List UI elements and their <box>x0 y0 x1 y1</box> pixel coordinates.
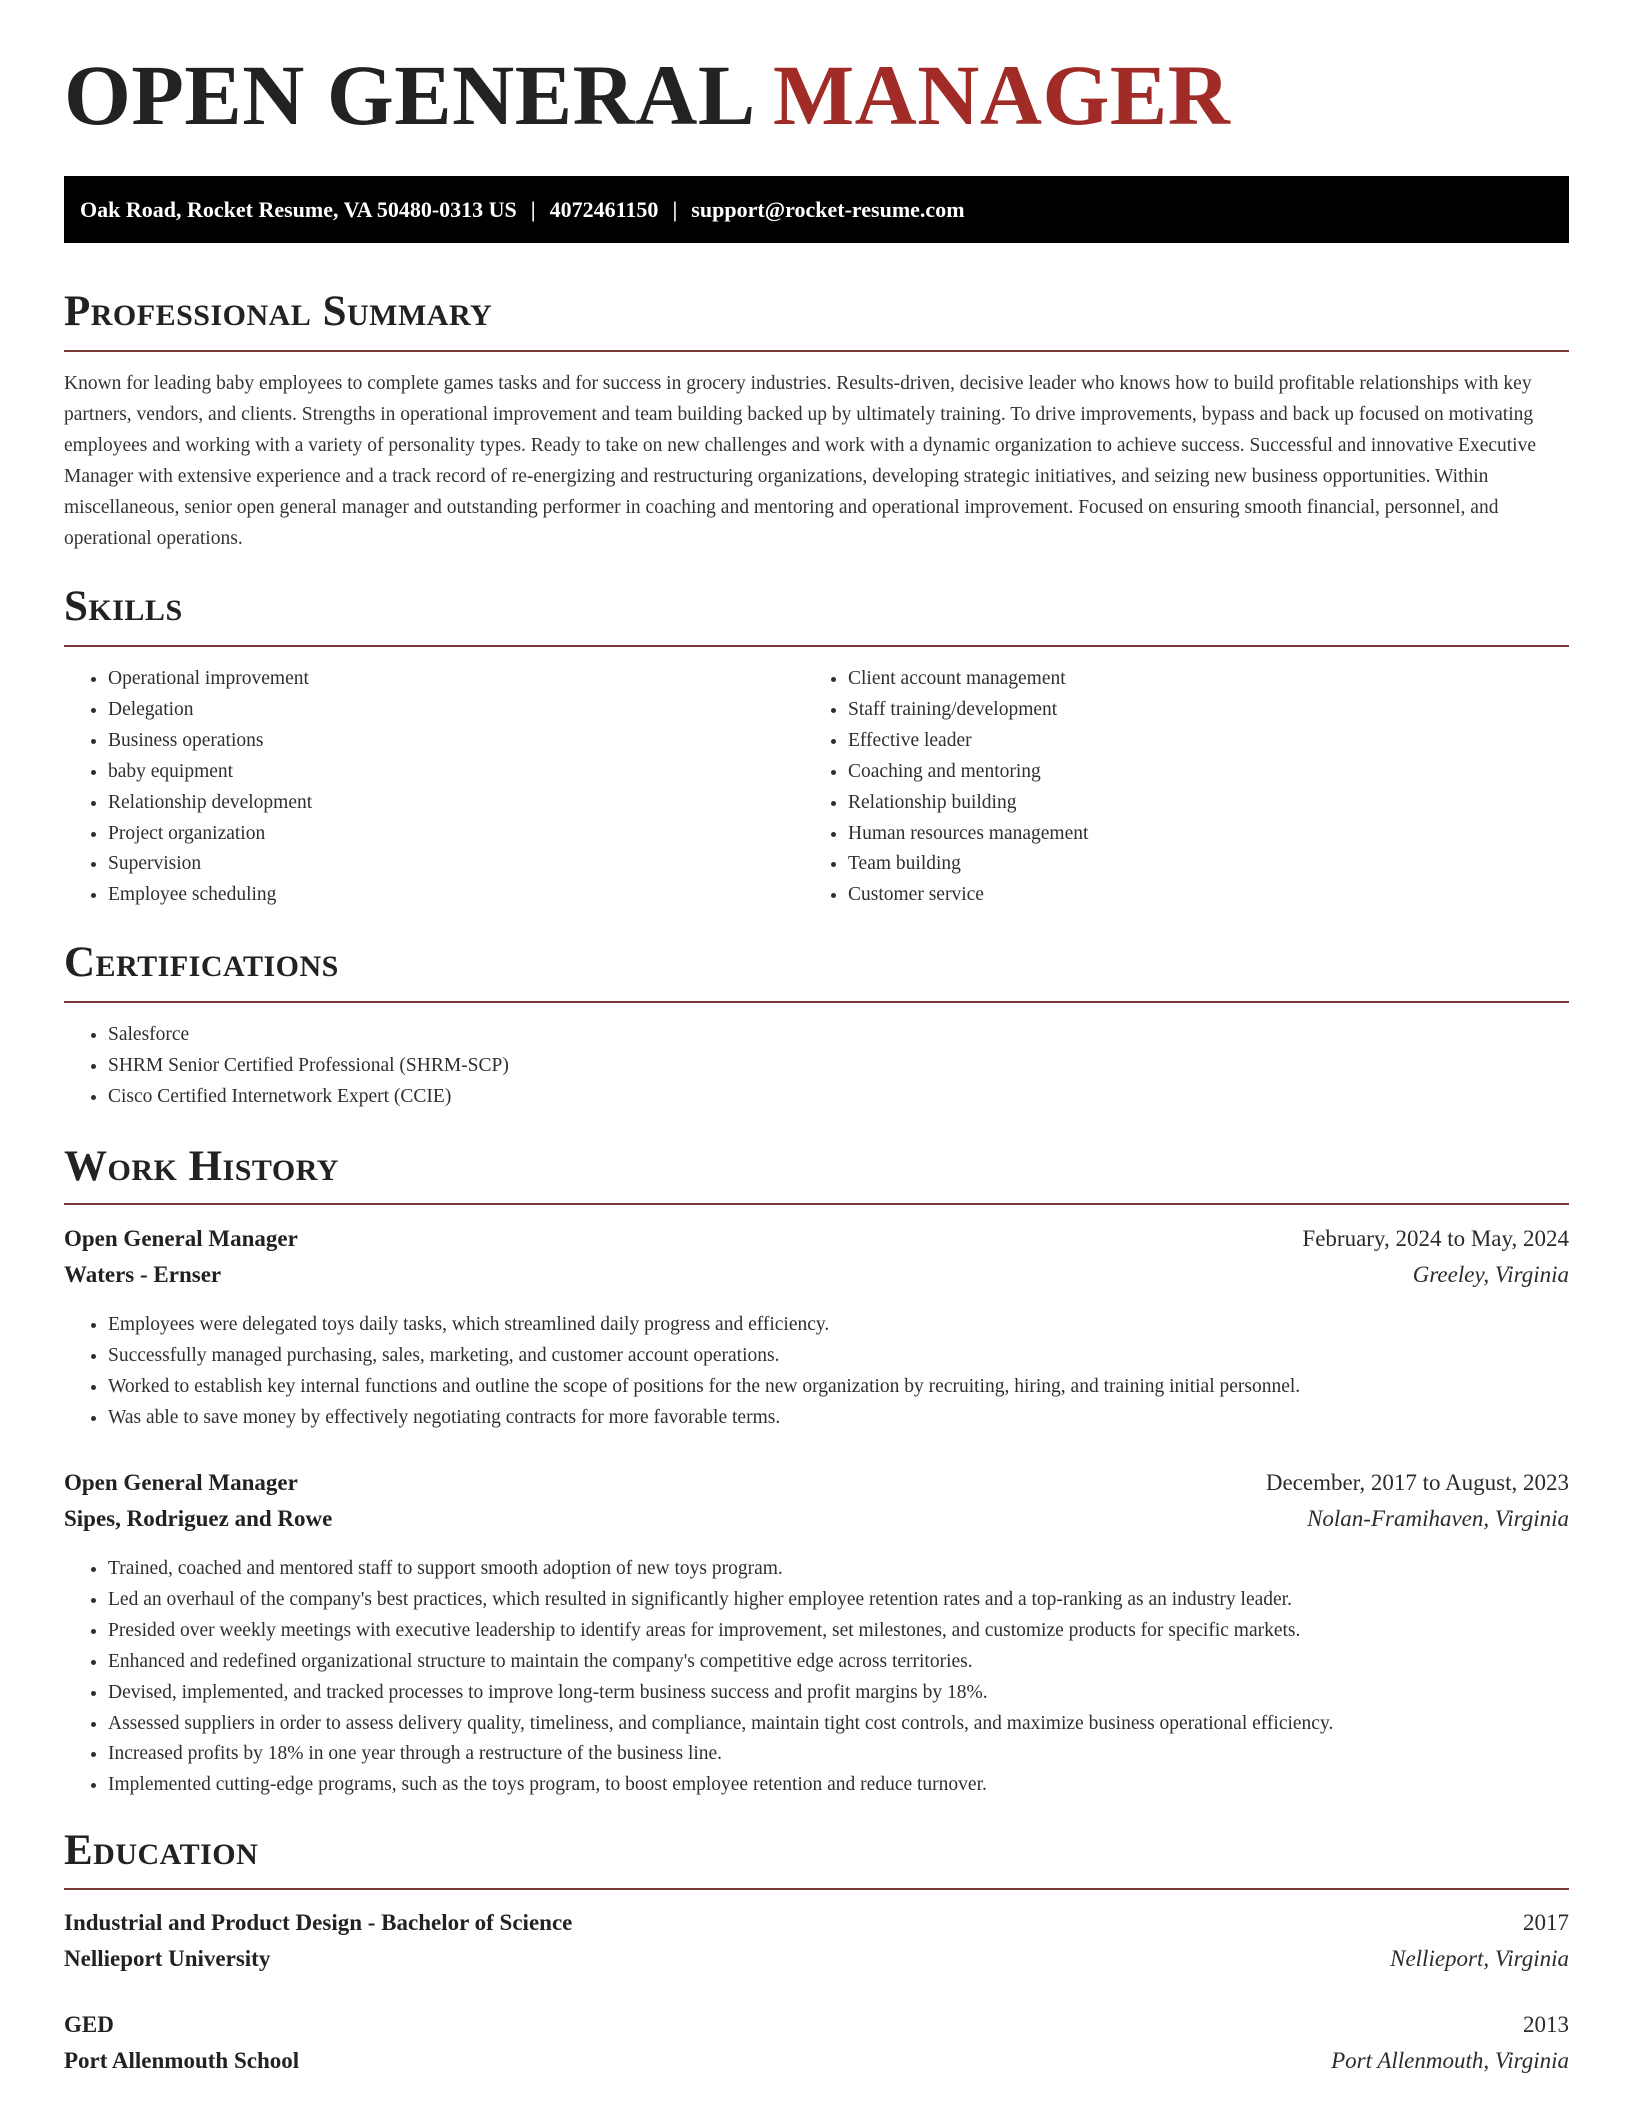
job-bullets <box>64 1310 1300 1434</box>
job-bullet: • Worked to establish key internal functions and outline the scope of positions for the new organization by recruiting, hiring, and training initial personnel. <box>108 1372 1300 1403</box>
work-divider <box>64 1203 1569 1205</box>
job-role: Open General Manager <box>64 1470 298 1495</box>
skill-item: • Customer service <box>848 880 1088 911</box>
contact-separator: | <box>530 196 536 222</box>
skills-divider <box>64 645 1569 647</box>
job-bullet: • Presided over weekly meetings with executive leadership to identify areas for improvement, set milestones, and customize products for specific markets. <box>108 1616 1333 1647</box>
skill-item: • Effective leader <box>848 726 1088 757</box>
skill-item: • Team building <box>848 849 1088 880</box>
skills-list-right <box>804 664 1088 911</box>
job-bullet: • Enhanced and redefined organizational structure to maintain the company's competitive edge across territories. <box>108 1647 1333 1678</box>
certification-item: • Cisco Certified Internetwork Expert (CCIE) <box>108 1082 509 1113</box>
job-bullet: • Led an overhaul of the company's best practices, which resulted in significantly higher employee retention rates and a top-ranking as an industry leader. <box>108 1585 1333 1616</box>
skill-item: • Project organization <box>108 819 312 850</box>
skills-list-left <box>64 664 312 911</box>
job-company: Sipes, Rodriguez and Rowe <box>64 1506 333 1531</box>
summary-text: Known for leading baby employees to complete games tasks and for success in grocery industries. Results-driven, decisive leader who knows how to build profitable relationships with key partners, vendors, and clients. Strengths in operational improvement and team building backed up by ultimately training. To drive improvements, bypass and back up focused on motivating employees and working with a variety of personality types. Ready to take on new challenges and work with a dynamic organization to achieve success. Successful and innovative Executive Manager with extensive experience and a track record of re-energizing and restructuring organizations, developing strategic initiatives, and seizing new business opportunities. Within miscellaneous, senior open general manager and outstanding performer in coaching and mentoring and operational improvement. Focused on ensuring smooth financial, personnel, and operational operations. <box>64 373 1536 549</box>
skill-item: • Delegation <box>108 695 312 726</box>
job-location: Nolan-Framihaven, Virginia <box>1307 1506 1569 1531</box>
skill-item: • Operational improvement <box>108 664 312 695</box>
education-year: 2013 <box>1523 2012 1569 2037</box>
certification-item: • Salesforce <box>108 1020 509 1051</box>
certification-item: • SHRM Senior Certified Professional (SHRM-SCP) <box>108 1051 509 1082</box>
name-first: OPEN GENERAL <box>64 47 751 143</box>
contact-address: Oak Road, Rocket Resume, VA 50480-0313 US <box>80 196 517 222</box>
job-bullets <box>64 1554 1333 1801</box>
job-bullet: • Was able to save money by effectively negotiating contracts for more favorable terms. <box>108 1403 1300 1434</box>
certifications-heading: Certifications <box>64 939 339 986</box>
job-dates: December, 2017 to August, 2023 <box>1265 1470 1569 1495</box>
skill-item: • baby equipment <box>108 757 312 788</box>
skill-item: • Human resources management <box>848 819 1088 850</box>
job-location: Greeley, Virginia <box>1412 1262 1569 1287</box>
education-school: Port Allenmouth School <box>64 2048 300 2073</box>
skill-item: • Business operations <box>108 726 312 757</box>
job-company: Waters - Ernser <box>64 1262 222 1287</box>
contact-email[interactable]: support@rocket-resume.com <box>691 196 965 222</box>
education-divider <box>64 1888 1569 1890</box>
skill-item: • Relationship building <box>848 788 1088 819</box>
name-accent: MANAGER <box>772 47 1231 143</box>
resume-name <box>64 47 1231 143</box>
job-bullet: • Increased profits by 18% in one year through a restructure of the business line. <box>108 1739 1333 1770</box>
education-location: Port Allenmouth, Virginia <box>1331 2048 1569 2073</box>
education-school: Nellieport University <box>64 1946 271 1971</box>
skills-heading: Skills <box>64 583 183 630</box>
education-degree: Industrial and Product Design - Bachelor of Science <box>64 1910 573 1935</box>
job-dates: February, 2024 to May, 2024 <box>1302 1226 1569 1251</box>
skill-item: • Supervision <box>108 849 312 880</box>
skill-item: • Relationship development <box>108 788 312 819</box>
job-bullet: • Employees were delegated toys daily tasks, which streamlined daily progress and efficiency. <box>108 1310 1300 1341</box>
skill-item: • Staff training/development <box>848 695 1088 726</box>
certifications-list <box>64 1020 509 1113</box>
certifications-divider <box>64 1001 1569 1003</box>
skill-item: • Employee scheduling <box>108 880 312 911</box>
job-bullet: • Assessed suppliers in order to assess delivery quality, timeliness, and compliance, maintain tight cost controls, and maximize business operational efficiency. <box>108 1709 1333 1740</box>
education-degree: GED <box>64 2012 114 2037</box>
job-bullet: • Devised, implemented, and tracked processes to improve long-term business success and profit margins by 18%. <box>108 1678 1333 1709</box>
skill-item: • Coaching and mentoring <box>848 757 1088 788</box>
job-bullet: • Trained, coached and mentored staff to support smooth adoption of new toys program. <box>108 1554 1333 1585</box>
contact-phone[interactable]: 4072461150 <box>549 196 659 222</box>
skill-item: • Client account management <box>848 664 1088 695</box>
contact-bar <box>64 176 1569 243</box>
contact-separator: | <box>672 196 678 222</box>
work-heading: Work History <box>64 1143 339 1190</box>
job-role: Open General Manager <box>64 1226 298 1251</box>
job-bullet: • Implemented cutting-edge programs, such as the toys program, to boost employee retention and reduce turnover. <box>108 1770 1333 1801</box>
education-year: 2017 <box>1523 1910 1569 1935</box>
summary-heading: Professional Summary <box>64 288 493 335</box>
summary-divider <box>64 350 1569 352</box>
education-location: Nellieport, Virginia <box>1390 1946 1569 1971</box>
education-heading: Education <box>64 1827 259 1874</box>
job-bullet: • Successfully managed purchasing, sales, marketing, and customer account operations. <box>108 1341 1300 1372</box>
